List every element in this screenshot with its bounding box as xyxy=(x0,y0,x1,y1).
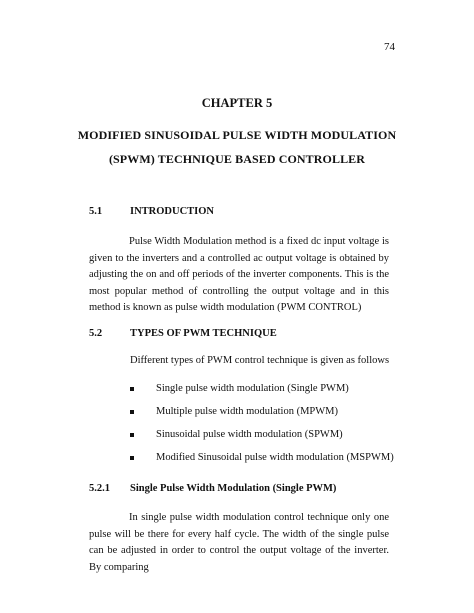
section-title: INTRODUCTION xyxy=(130,206,215,217)
section-number: 5.2.1 xyxy=(89,483,110,494)
section-5-1-paragraph xyxy=(89,234,389,317)
section-number: 5.1 xyxy=(89,206,103,217)
chapter-label: CHAPTER 5 xyxy=(201,96,273,110)
chapter-title-line-2: (SPWM) TECHNIQUE BASED CONTROLLER xyxy=(108,152,366,166)
chapter-title-line-1: MODIFIED SINUSOIDAL PULSE WIDTH MODULATION xyxy=(77,128,397,142)
paragraph-text: In single pulse width modulation control technique only one pulse will be there for every half cycle. The width of the single pulse can be adjusted in order to control the output voltage of the inverter. By comparing xyxy=(89,512,389,573)
page-number: 74 xyxy=(384,41,395,53)
list-item-text: Modified Sinusoidal pulse width modulation (MSPWM) xyxy=(156,452,394,463)
section-5-2-intro: Different types of PWM control technique is given as follows xyxy=(130,355,390,366)
section-5-2-1-paragraph xyxy=(89,510,389,576)
list-item-text: Sinusoidal pulse width modulation (SPWM) xyxy=(156,429,343,440)
bullet-square-icon xyxy=(130,387,134,391)
paragraph-text: Pulse Width Modulation method is a fixed dc input voltage is given to the inverters and a controlled ac output voltage is obtained by adjusting the on and off periods of the inverter components. This is the most popular method of controlling the output voltage and in this method is known as pulse width modulation (PWM CONTROL) xyxy=(89,236,389,313)
list-item-text: Multiple pulse width modulation (MPWM) xyxy=(156,406,338,417)
section-number: 5.2 xyxy=(89,328,103,339)
section-title: Single Pulse Width Modulation (Single PWM) xyxy=(130,483,337,494)
bullet-square-icon xyxy=(130,410,134,414)
section-title: TYPES OF PWM TECHNIQUE xyxy=(130,328,277,339)
bullet-square-icon xyxy=(130,456,134,460)
bullet-square-icon xyxy=(130,433,134,437)
list-item-text: Single pulse width modulation (Single PWM) xyxy=(156,383,349,394)
